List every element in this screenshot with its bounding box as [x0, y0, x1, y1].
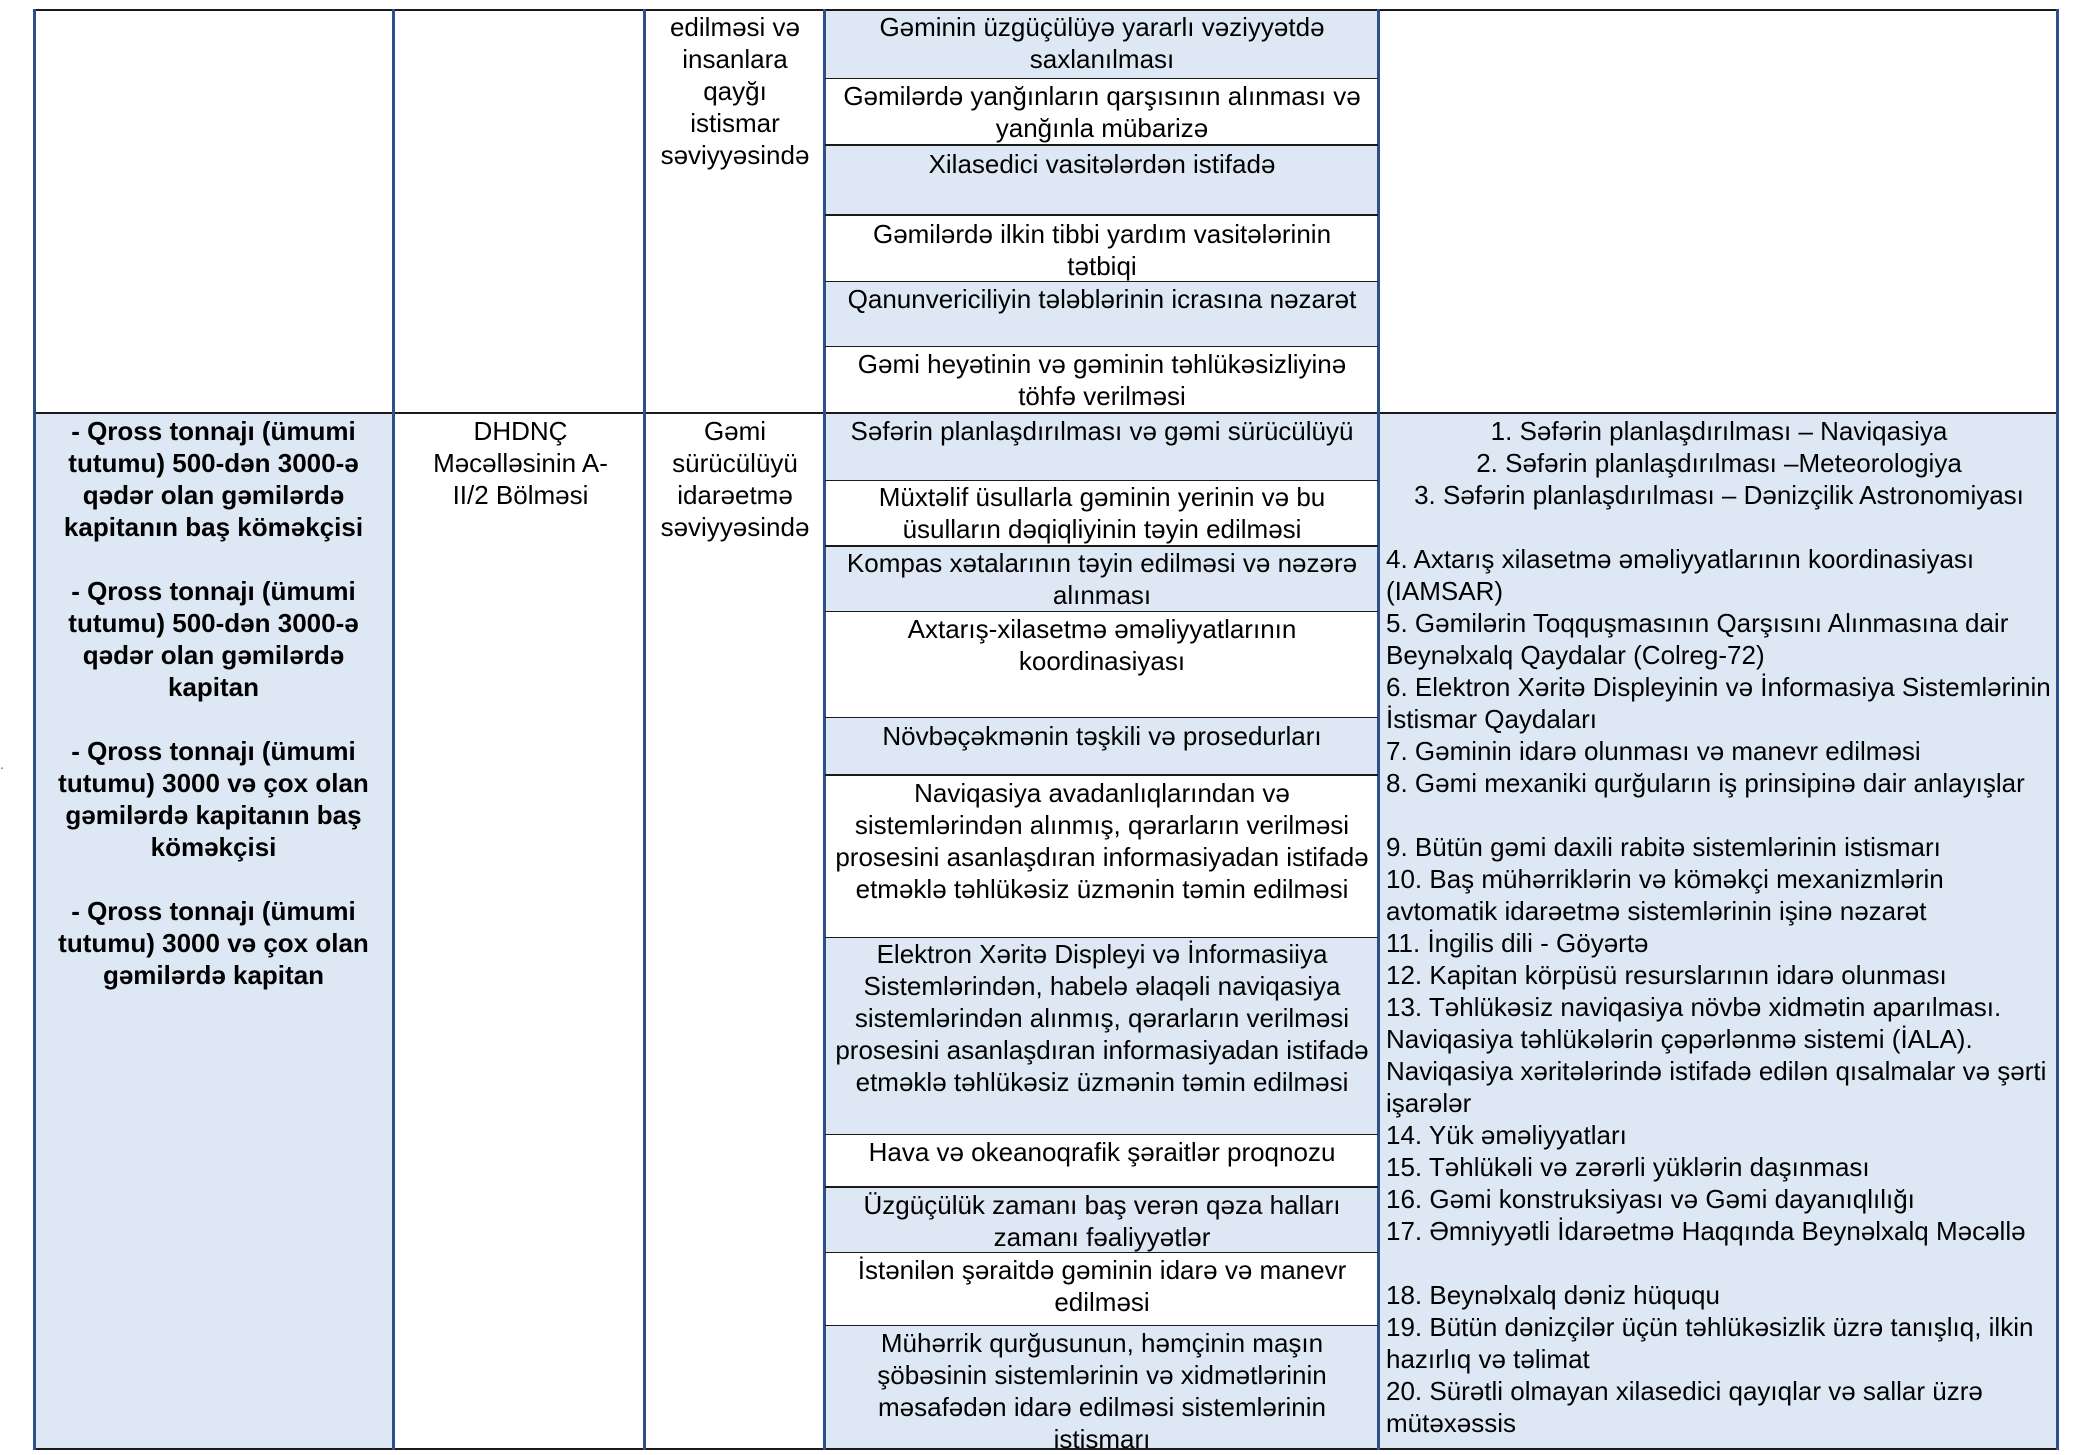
competence-item: Mühərrik qurğusunun, həmçinin maşın şöbəsinin sistemlərinin və xidmətlərinin məsafədən idarə edilməsi sistemlərinin istismarı: [877, 1328, 1327, 1454]
competence-divider: [825, 214, 1378, 216]
competence-item: Kompas xətalarının təyin edilməsi və nəzərə alınması: [846, 548, 1358, 610]
competence-divider: [825, 346, 1378, 347]
competence-divider: [825, 1325, 1378, 1326]
position-entry: - Qross tonnajı (ümumi tutumu) 500-dən 3000-ə qədər olan gəmilərdə kapitanın baş köməkçisi: [63, 416, 364, 542]
position-entry: - Qross tonnajı (ümumi tutumu) 3000 və çox olan gəmilərdə kapitanın baş köməkçisi: [58, 736, 369, 862]
competence-item: Elektron Xəritə Displeyi və İnformasiiya Sistemlərindən, habelə əlaqəli naviqasiya sistemlərindən alınmış, qərarların verilməsi prosesini asanlaşdıran informasiyadan istifadə etməklə təhlükəsiz üzmənin təmin edilməsi: [835, 939, 1369, 1097]
competence-item: Naviqasiya avadanlıqlarından və sistemlərindən alınmış, qərarların verilməsi prosesini asanlaşdıran informasiyadan istifadə etməklə təhlükəsiz üzmənin təmin edilməsi: [835, 778, 1369, 904]
competence-item: İstənilən şəraitdə gəminin idarə və manevr edilməsi: [857, 1255, 1347, 1317]
course-item: 18. Beynəlxalq dəniz hüququ: [1386, 1280, 1720, 1310]
col-border-1: [33, 9, 36, 1450]
course-item: 13. Təhlükəsiz naviqasiya növbə xidmətin aparılması. Naviqasiya təhlükələrin çəpərlənmə sistemi (İALA). Naviqasiya xəritələrində istifadə edilən qısalmalar və şərti işarələr: [1386, 992, 2047, 1118]
competence-divider: [825, 774, 1378, 776]
competence-item: Gəmilərdə yanğınların qarşısının alınması və yanğınla mübarizə: [843, 81, 1361, 143]
course-item: 16. Gəmi konstruksiyası və Gəmi dayanıqlılığı: [1386, 1184, 1915, 1214]
course-item: 12. Kapitan körpüsü resurslarının idarə olunması: [1386, 960, 1947, 990]
competence-divider: [825, 144, 1378, 146]
margin-mark: .: [0, 756, 4, 772]
code-reference: DHDNÇ Məcəlləsinin A-II/2 Bölməsi: [433, 416, 608, 510]
course-item: 10. Baş mühərriklərin və köməkçi mexanizmlərin avtomatik idarəetmə sistemlərinin işinə nəzarət: [1386, 864, 1944, 926]
level-cell-continued: edilməsi və insanlara qayğı istismar səviyyəsində: [660, 12, 810, 170]
course-item: 11. İngilis dili - Göyərtə: [1386, 928, 1649, 958]
competence-item: Gəmi heyətinin və gəminin təhlükəsizliyinə töhfə verilməsi: [857, 349, 1347, 411]
competence-divider: [825, 717, 1378, 718]
competence-divider: [825, 78, 1378, 79]
course-item: 14. Yük əməliyyatları: [1386, 1120, 1627, 1150]
competence-item: Gəmilərdə ilkin tibbi yardım vasitələrinin tətbiqi: [872, 219, 1332, 281]
col-border-3: [643, 9, 646, 1450]
course-item: 19. Bütün dənizçilər üçün təhlükəsizlik üzrə tanışlıq, ilkin hazırlıq və təlimat: [1386, 1312, 2034, 1374]
course-item: 17. Əmniyyətli İdarəetmə Haqqında Beynəlxalq Məcəllə: [1386, 1216, 2026, 1246]
position-entry: - Qross tonnajı (ümumi tutumu) 3000 və çox olan gəmilərdə kapitan: [58, 896, 369, 990]
competence-item: Növbəçəkmənin təşkili və prosedurları: [882, 721, 1322, 751]
competence-divider: [825, 1186, 1378, 1188]
col-border-5: [1377, 9, 1380, 1450]
course-item: 1. Səfərin planlaşdırılması – Naviqasiya: [1490, 416, 1948, 446]
competence-item: Qanunvericiliyin tələblərinin icrasına nəzarət: [847, 284, 1357, 314]
course-item: 8. Gəmi mexaniki qurğuların iş prinsipinə dair anlayışlar: [1386, 768, 2025, 798]
course-item: 3. Səfərin planlaşdırılması – Dənizçilik Astronomiyası: [1414, 480, 2024, 510]
course-item: 15. Təhlükəli və zərərli yüklərin daşınması: [1386, 1152, 1870, 1182]
row-divider: [33, 412, 2059, 414]
competence-item: Gəminin üzgüçülüyə yararlı vəziyyətdə saxlanılması: [879, 12, 1325, 74]
course-item: 20. Sürətli olmayan xilasedici qayıqlar və sallar üzrə mütəxəssis: [1386, 1376, 1983, 1438]
qualification-table: [33, 9, 2059, 1454]
position-entry: - Qross tonnajı (ümumi tutumu) 500-dən 3000-ə qədər olan gəmilərdə kapitan: [68, 576, 359, 702]
competence-item: Müxtəlif üsullarla gəminin yerinin və bu üsulların dəqiqliyinin təyin edilməsi: [878, 482, 1326, 544]
course-item: 9. Bütün gəmi daxili rabitə sistemlərinin istismarı: [1386, 832, 1941, 862]
competence-item: Xilasedici vasitələrdən istifadə: [928, 149, 1276, 179]
course-item: 4. Axtarış xilasetmə əməliyyatlarının koordinasiyası (IAMSAR): [1386, 544, 1975, 606]
competence-item: Üzgüçülük zamanı baş verən qəza halları zamanı fəaliyyətlər: [863, 1190, 1341, 1252]
course-item: 5. Gəmilərin Toqquşmasının Qarşısını Alınmasına dair Beynəlxalq Qaydalar (Colreg-72): [1386, 608, 2009, 670]
competence-divider: [825, 611, 1378, 612]
col-border-2: [392, 9, 395, 1450]
competence-item: Səfərin planlaşdırılması və gəmi sürücülüyü: [850, 416, 1354, 446]
level-cell: Gəmi sürücülüyü idarəetmə səviyyəsində: [660, 416, 810, 542]
course-item: 7. Gəminin idarə olunması və manevr edilməsi: [1386, 736, 1921, 766]
col-border-6: [2056, 9, 2059, 1450]
competence-item: Hava və okeanoqrafik şəraitlər proqnozu: [868, 1137, 1336, 1167]
col-border-4: [823, 9, 826, 1450]
competence-divider: [825, 1134, 1378, 1135]
competence-item: Axtarış-xilasetmə əməliyyatlarının koordinasiyası: [907, 614, 1297, 676]
course-item: 2. Səfərin planlaşdırılması –Meteorologiya: [1476, 448, 1962, 478]
course-item: 6. Elektron Xəritə Displeyinin və İnformasiya Sistemlərinin İstismar Qaydaları: [1386, 672, 2051, 734]
